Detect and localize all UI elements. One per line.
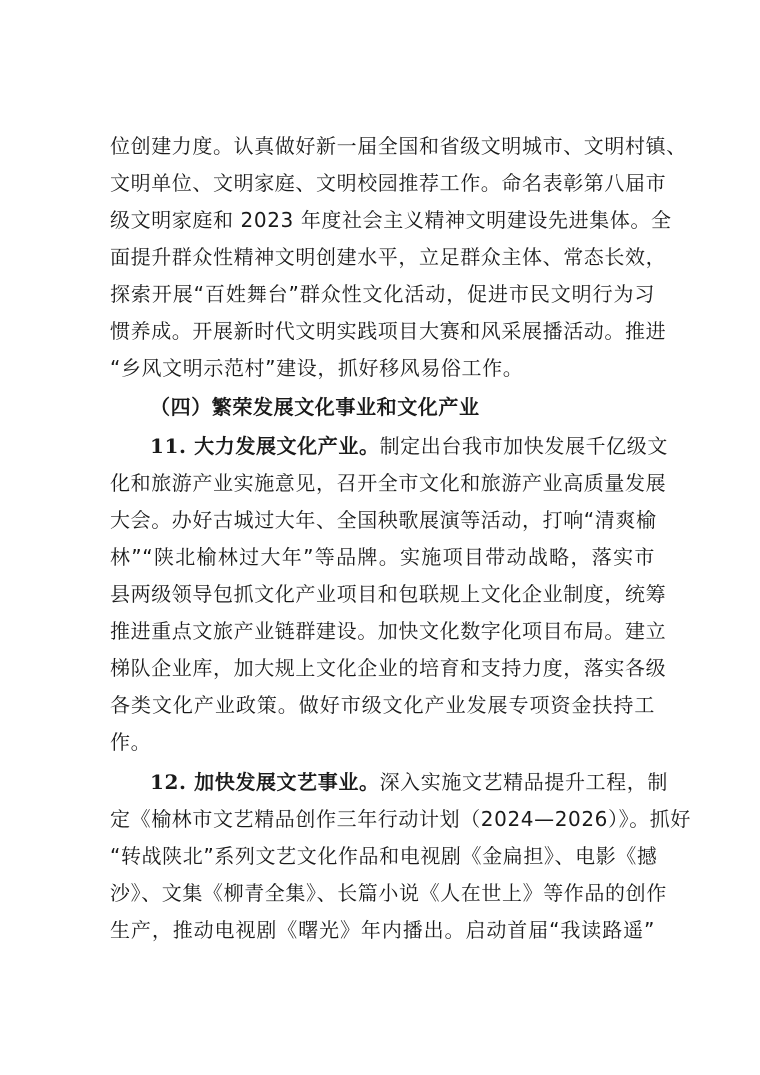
item-11-title: 11. 大力发展文化产业。 bbox=[150, 434, 380, 458]
paragraph-line: “乡风文明示范村”建设，抓好移风易俗工作。 bbox=[110, 356, 524, 380]
item-12-first-line bbox=[150, 764, 668, 800]
paragraph-line: 林”“陕北榆林过大年”等品牌。实施项目带动战略，落实市 bbox=[110, 545, 655, 569]
paragraph-line: 大会。办好古城过大年、全国秧歌展演等活动，打响“清爽榆 bbox=[110, 508, 657, 532]
paragraph-line: 梯队企业库，加大规上文化企业的培育和支持力度，落实各级 bbox=[110, 656, 667, 680]
paragraph-line: 定《榆林市文艺精品创作三年行动计划（2024—2026）》。抓好 bbox=[110, 807, 691, 831]
paragraph-line: 县两级领导包抓文化产业项目和包联规上文化企业制度，统筹 bbox=[110, 582, 667, 606]
paragraph-line: 作。 bbox=[110, 730, 152, 754]
paragraph-line: 各类文化产业政策。做好市级文化产业发展专项资金扶持工 bbox=[110, 693, 655, 717]
paragraph-line: 面提升群众性精神文明创建水平，立足群众主体、常态长效， bbox=[110, 245, 667, 269]
paragraph-line: 化和旅游产业实施意见，召开全市文化和旅游产业高质量发展 bbox=[110, 471, 667, 495]
paragraph-line: 探索开展“百姓舞台”群众性文化活动，促进市民文明行为习 bbox=[110, 282, 655, 306]
paragraph-line: “转战陕北”系列文艺文化作品和电视剧《金扁担》、电影《撼 bbox=[110, 844, 658, 868]
item-12-text: 深入实施文艺精品提升工程，制 bbox=[379, 770, 668, 794]
paragraph-line: 位创建力度。认真做好新一届全国和省级文明城市、文明村镇、 bbox=[110, 134, 687, 158]
paragraph-line: 沙》、文集《柳青全集》、长篇小说《人在世上》等作品的创作 bbox=[110, 881, 667, 905]
item-11-first-line bbox=[150, 428, 668, 464]
paragraph-line: 生产，推动电视剧《曙光》年内播出。启动首届“我读路遥” bbox=[110, 918, 655, 942]
item-12-title: 12. 加快发展文艺事业。 bbox=[150, 770, 380, 794]
paragraph-line: 级文明家庭和 2023 年度社会主义精神文明建设先进集体。全 bbox=[110, 208, 672, 232]
item-11-text: 制定出台我市加快发展千亿级文 bbox=[379, 434, 668, 458]
paragraph-line: 文明单位、文明家庭、文明校园推荐工作。命名表彰第八届市 bbox=[110, 171, 667, 195]
section-heading: （四）繁荣发展文化事业和文化产业 bbox=[150, 395, 480, 419]
paragraph-line: 惯养成。开展新时代文明实践项目大赛和风采展播活动。推进 bbox=[110, 319, 667, 343]
paragraph-line: 推进重点文旅产业链群建设。加快文化数字化项目布局。建立 bbox=[110, 619, 667, 643]
